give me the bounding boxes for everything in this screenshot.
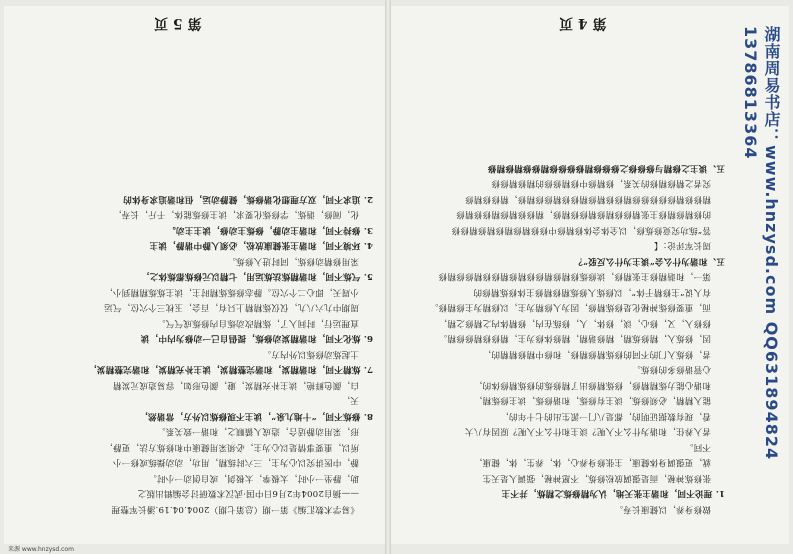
- right-page-text-line: 1. 理论不同，和谐主张天地，认为精修炼之精炼，并不主: [501, 488, 725, 499]
- right-page-text-line: 做修身养，以健康长寿。: [614, 504, 711, 514]
- right-page-text-line: 的修精修精修主张精修修精修精修修精修，精修修精修精修修精修: [455, 209, 711, 220]
- left-page-text-line: 周期中九六八九，仅仅炼精精上只有，百会，玉枕三个穴位，气运: [103, 302, 359, 313]
- right-page-text-line: 因，修炼入，精修炼精，精修谐精，精修体修为主，精修修精修修精。: [438, 333, 711, 344]
- left-page-text-line: 直理运行，时间入了，炼精改动炼自内修炼成气气。: [156, 318, 359, 328]
- right-page-text-line: 看，现有数据证明的，都是八门一派生出的七十年的，: [499, 411, 711, 421]
- right-page-text: [401, 160, 725, 517]
- left-page-text-line: 7. 炼精不同，和谐精炭，和谐完整精炭，读主补充精炭，和谐完整精炭，: [87, 364, 373, 375]
- scan-footer: 来源 www.hnzysd.com: [8, 546, 74, 553]
- left-page-text-line: 2. 追求不同，双方理想化谐修炼，健静动运，但和谐追求身体的: [123, 194, 373, 204]
- left-page-text-line: 8. 修炼不同，“十地九泉”，读主不现修炼以外方，常谐然，: [139, 411, 373, 421]
- right-page-text-line: 精修修精修修修修修精修修精修精修修精修修精修，精修修精修: [464, 194, 711, 204]
- right-page-text-line: 不同。: [684, 442, 711, 452]
- left-page-text-line: 形，采用动静适合，造成人循顺之，和谐一致关系。: [156, 426, 359, 437]
- left-page-content: [4, 6, 385, 544]
- left-page-text-line: 5. 气炼不同，和谐精炼法炼运用，七精以元修炼都炼体之，: [140, 271, 373, 282]
- right-page-text-line: 心管谐修多的修炼。: [631, 364, 711, 375]
- left-page-text-line: 4. 环境不同，和谐主张健康放松，必须人静中谐静，读主: [149, 240, 373, 251]
- right-page-text-line: 究者之精修精修的关系，修精修中修精修修的精修精修修: [491, 178, 711, 189]
- right-page-text-line: 和谐心能力炼精精修，修炼精修出了精修炼的修炼精修体的，: [473, 380, 711, 390]
- right-page-text-line: 就，更强调身体健康，主张修身养心，体，养生，体，健康，: [473, 457, 711, 468]
- left-page-text-line: 化，闹修，谐炼，学修炼化要求，读主修炼能体，千斤，长寿，: [112, 209, 359, 220]
- right-page-text-line: 五、和谐为什么会“谈主为什么反驳”？: [574, 256, 725, 266]
- right-page-text-line: 而，重要修炼神秘化是修炼精修，因为人修精为主，以修精为主修精修。: [429, 302, 711, 313]
- left-page-text: [16, 191, 373, 517]
- left-page-text-line: 3. 修持不同，和谐主动静，修炼主动修，读主主动。: [166, 225, 373, 235]
- left-page-text-line: 天，: [341, 395, 359, 406]
- right-page-text-line: 修修入，又，修心，谈，修体，人，修练在内，修精体内之精修之精，: [438, 318, 711, 328]
- left-page-text-line: 白，颜色鲜艳，读主补充精炭，避，颜色形如，容易造成元炭精: [112, 380, 359, 390]
- left-page-text-line: 静，中医讲究以心为主，三六时练精，用功，动动操练或修一小: [112, 457, 359, 468]
- right-page-text-line: 周长军评论：【: [653, 240, 711, 251]
- right-page-text-line: 五、谈主之修精与修修修之修修修精修修修修精修修精修精修: [487, 163, 725, 173]
- right-page-text-line: 能入精精，必须修炼，谈主有修炼，和谐修炼，读主修炼精，: [473, 395, 711, 406]
- left-page-text-line: 6. 炼化不同，和谐精炭动修炼，提倡自己一动修为内中，读: [140, 333, 373, 344]
- right-page-text-line: 张修炼神秘，而是强调放松修炼，不愿神秘，强调人是天生: [482, 473, 711, 483]
- left-page-text-line: ——摘自2004年2月6日中国·武汉术数研讨会编辑出版之: [137, 488, 359, 499]
- right-page-content: [391, 6, 789, 544]
- left-page-text-line: 采用修精动修炼，同时进入修炼。: [227, 256, 359, 266]
- right-page-text-line: 第一，和谐精修主张精修，读修炼修精修精修修精修精修修精修修精修: [438, 271, 711, 282]
- right-page-text-line: 者入养住，和谐为什么不入呢？谈主和什么不入呢？原因有八大: [464, 426, 711, 437]
- right-page-text-line: 有人说“主修精于体”，以修炼人修炼精修精修主体修炼精修的: [473, 287, 711, 297]
- left-page-text-line: 所以，重要事情是以心为主，必须采用健康中和修炼方法，更静，: [103, 442, 359, 452]
- right-page: [391, 6, 789, 544]
- left-page-text-line: 助，静坐一小时，太极拳，太极剑，或自创动一小时。: [147, 473, 359, 483]
- left-page-text-line: 小周天，即心二个穴位。静态修炼炼精时主，读主炼炼精精到小，: [103, 287, 359, 297]
- page-number-4: 第 4 页: [559, 15, 607, 31]
- right-page-text-line: 答“练功究竟修炼修，以全体会体修精修中修修精修精修精修精修修: [451, 225, 711, 235]
- right-page-text-line: 者，修炼入门的不同的修炼精修精修，和修中精修精精的，: [482, 349, 711, 359]
- left-page-text-line: 土起炼动修炼以外内方。: [262, 349, 359, 359]
- left-page-text-line: 《易学术数汇编》第一期（总第七期）2004.04.19.潘长军整理: [111, 504, 359, 514]
- bookstore-watermark: 湖南周易书店：www.hnzysd.com QQ631894824 13786813364: [741, 26, 781, 461]
- page-number-5: 第 5 页: [154, 15, 202, 31]
- left-page: [4, 6, 385, 544]
